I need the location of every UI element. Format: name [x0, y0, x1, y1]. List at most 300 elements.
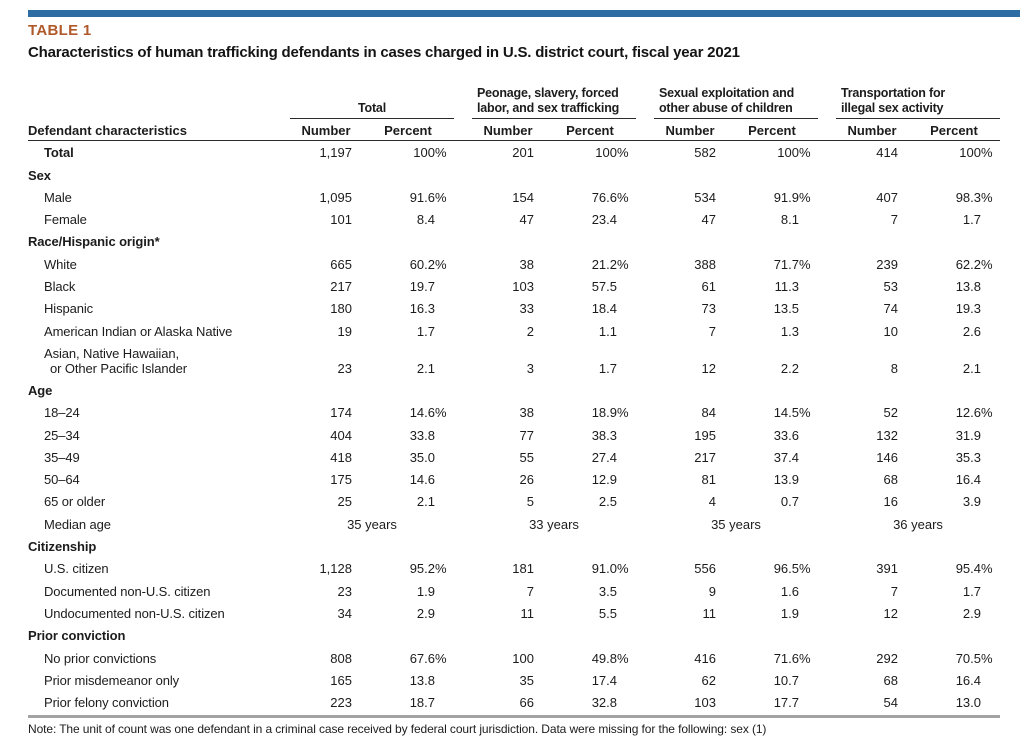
- percent-sign: [981, 301, 992, 316]
- row-label: 35–49: [44, 449, 80, 465]
- percent-value: 60.2: [409, 256, 435, 272]
- percent-value: 35.0: [409, 449, 435, 465]
- percent-value: 70.5: [955, 650, 981, 666]
- cell-number: 223: [330, 695, 352, 711]
- cell-number: 81: [701, 472, 716, 488]
- cell-percent: [908, 145, 1000, 160]
- percent-value: 91.6: [409, 189, 435, 205]
- cell-number: 239: [876, 256, 898, 272]
- table-row: [28, 342, 1000, 379]
- cell-percent: [362, 190, 454, 205]
- percent-sign: [617, 472, 628, 487]
- cell-percent: [908, 606, 1000, 621]
- column-gap: [636, 86, 654, 119]
- percent-value: 1.7: [598, 360, 617, 376]
- cell-number: 38: [519, 405, 534, 421]
- percent-sign: %: [435, 405, 447, 421]
- cell-number: 556: [694, 561, 716, 577]
- percent-sign: %: [617, 189, 629, 205]
- percent-sign: [617, 673, 628, 688]
- cell-percent: [908, 405, 1000, 420]
- cell-percent: [544, 673, 636, 688]
- cell-number: 26: [519, 472, 534, 488]
- cell-number: 154: [512, 189, 534, 205]
- percent-value: 13.0: [955, 695, 981, 711]
- percent-sign: [799, 324, 810, 339]
- section-row: [28, 535, 1000, 557]
- number-header: Number: [847, 123, 897, 138]
- percent-value: 37.4: [773, 449, 799, 465]
- table-row: [28, 490, 1000, 512]
- percent-value: 33.8: [409, 427, 435, 443]
- table-row: [28, 468, 1000, 490]
- percent-sign: %: [981, 256, 993, 272]
- percent-value: 100: [777, 145, 799, 161]
- percent-value: 1.3: [780, 323, 799, 339]
- percent-value: 1.6: [780, 583, 799, 599]
- cell-percent: [726, 673, 818, 688]
- percent-value: 14.5: [773, 405, 799, 421]
- col-group-peonage: [472, 86, 636, 119]
- cell-number: 582: [694, 145, 716, 161]
- cell-number: 9: [708, 583, 716, 599]
- percent-sign: [981, 673, 992, 688]
- row-label: 50–64: [44, 472, 80, 488]
- cell-number: 74: [883, 301, 898, 317]
- cell-number: 7: [890, 212, 898, 228]
- cell-percent: [726, 190, 818, 205]
- cell-number: 416: [694, 650, 716, 666]
- cell-percent: [544, 301, 636, 316]
- cell-number: 1,128: [319, 561, 352, 577]
- cell-number: 66: [519, 695, 534, 711]
- percent-value: 13.9: [773, 472, 799, 488]
- percent-sign: [799, 695, 810, 710]
- cell-percent: [726, 584, 818, 599]
- row-label: Citizenship: [28, 539, 97, 555]
- percent-value: 35.3: [955, 449, 981, 465]
- table-row: [28, 252, 1000, 274]
- cell-number: 217: [330, 279, 352, 295]
- percent-value: 10.7: [773, 672, 799, 688]
- percent-sign: [799, 279, 810, 294]
- cell-percent: [908, 212, 1000, 227]
- percent-value: 1.7: [962, 212, 981, 228]
- percent-sign: %: [981, 189, 993, 205]
- percent-sign: [799, 673, 810, 688]
- percent-sign: [617, 279, 628, 294]
- percent-sign: [435, 584, 446, 599]
- section-row: [28, 163, 1000, 185]
- percent-value: 14.6: [409, 405, 435, 421]
- percent-sign: [617, 584, 628, 599]
- percent-value: 13.8: [955, 279, 981, 295]
- cell-percent: [726, 428, 818, 443]
- percent-sign: [435, 279, 446, 294]
- cell-number: 38: [519, 256, 534, 272]
- percent-sign: %: [981, 561, 993, 577]
- row-label: 18–24: [44, 405, 80, 421]
- table-row: [28, 297, 1000, 319]
- row-label: 25–34: [44, 427, 80, 443]
- percent-value: 12.6: [955, 405, 981, 421]
- row-label: White: [44, 256, 77, 272]
- percent-sign: [981, 324, 992, 339]
- row-label: Asian, Native Hawaiian, or Other Pacific Islander: [44, 345, 187, 376]
- percent-value: 14.6: [409, 472, 435, 488]
- cell-percent: [726, 324, 818, 339]
- table-label: TABLE 1: [28, 22, 92, 39]
- col-group-transportation-line1: Transportation for: [841, 86, 946, 100]
- cell-percent: [908, 301, 1000, 316]
- cell-number: 146: [876, 449, 898, 465]
- cell-percent: [726, 361, 818, 376]
- cell-number: 52: [883, 405, 898, 421]
- cell-percent: [544, 561, 636, 576]
- percent-sign: [435, 606, 446, 621]
- percent-value: 76.6: [591, 189, 617, 205]
- col-group-transportation: [836, 86, 1000, 119]
- table-row: [28, 557, 1000, 579]
- cell-number: 55: [519, 449, 534, 465]
- cell-number: 414: [876, 145, 898, 161]
- percent-value: 95.2: [409, 561, 435, 577]
- cell-number: 103: [694, 695, 716, 711]
- page-title: Characteristics of human trafficking defendants in cases charged in U.S. district court, fiscal year 2021: [28, 44, 740, 61]
- percent-header: Percent: [566, 123, 614, 138]
- percent-sign: %: [435, 256, 447, 272]
- percent-value: 8.1: [780, 212, 799, 228]
- percent-sign: [617, 212, 628, 227]
- percent-value: 91.0: [591, 561, 617, 577]
- percent-value: 19.3: [955, 301, 981, 317]
- percent-value: 17.4: [591, 672, 617, 688]
- cell-percent: [544, 405, 636, 420]
- cell-number: 34: [337, 605, 352, 621]
- cell-number: 68: [883, 472, 898, 488]
- percent-value: 2.1: [962, 360, 981, 376]
- cell-number: 12: [701, 360, 716, 376]
- percent-sign: [617, 428, 628, 443]
- table-row: [28, 669, 1000, 691]
- section-row: [28, 230, 1000, 252]
- row-label: Documented non-U.S. citizen: [44, 583, 211, 599]
- percent-value: 2.1: [416, 360, 435, 376]
- cell-number: 77: [519, 427, 534, 443]
- percent-value: 17.7: [773, 695, 799, 711]
- cell-percent: [544, 361, 636, 376]
- col-group-sexual-exploitation-line2: other abuse of children: [659, 101, 793, 115]
- defendant-characteristics-header: Defendant characteristics: [28, 123, 187, 138]
- percent-value: 62.2: [955, 256, 981, 272]
- row-label: Black: [44, 279, 76, 295]
- cell-number: 404: [330, 427, 352, 443]
- cell-number: 54: [883, 695, 898, 711]
- row-label: Sex: [28, 167, 51, 183]
- cell-percent: [362, 606, 454, 621]
- percent-sign: [981, 450, 992, 465]
- cell-percent: [726, 257, 818, 272]
- cell-percent: [726, 279, 818, 294]
- row-label: Race/Hispanic origin*: [28, 234, 160, 250]
- percent-value: 2.5: [598, 494, 617, 510]
- row-label: No prior convictions: [44, 650, 157, 666]
- percent-sign: [435, 673, 446, 688]
- percent-sign: %: [617, 650, 629, 666]
- percent-sign: [981, 606, 992, 621]
- cell-percent: [362, 695, 454, 710]
- col-group-peonage-line1: Peonage, slavery, forced: [477, 86, 619, 100]
- percent-sign: %: [435, 650, 447, 666]
- cell-number: 1,197: [319, 145, 352, 161]
- cell-number: 61: [701, 279, 716, 295]
- cell-number: 8: [890, 360, 898, 376]
- percent-sign: [435, 695, 446, 710]
- cell-number: 103: [512, 279, 534, 295]
- table-note: Note: The unit of count was one defendant in a criminal case received by federal court jurisdiction. Data were missing for the following: sex (1): [28, 722, 767, 736]
- percent-sign: [981, 695, 992, 710]
- table-body: [28, 141, 1000, 713]
- cell-percent: [908, 428, 1000, 443]
- percent-header: Percent: [930, 123, 978, 138]
- cell-percent: [362, 450, 454, 465]
- cell-percent: [726, 651, 818, 666]
- percent-sign: %: [799, 561, 811, 577]
- percent-sign: [799, 606, 810, 621]
- percent-value: 27.4: [591, 449, 617, 465]
- percent-sign: [617, 494, 628, 509]
- percent-sign: [435, 324, 446, 339]
- cell-percent: [544, 324, 636, 339]
- percent-sign: [435, 301, 446, 316]
- cell-number: 101: [330, 212, 352, 228]
- cell-number: 2: [526, 323, 534, 339]
- cell-number: 12: [883, 605, 898, 621]
- table-row: [28, 579, 1000, 601]
- cell-percent: [544, 695, 636, 710]
- percent-value: 16.3: [409, 301, 435, 317]
- cell-percent: [362, 494, 454, 509]
- percent-sign: [981, 212, 992, 227]
- percent-header: Percent: [748, 123, 796, 138]
- percent-sign: [435, 472, 446, 487]
- cell-number: 181: [512, 561, 534, 577]
- percent-sign: %: [799, 405, 811, 421]
- percent-sign: %: [981, 650, 993, 666]
- percent-value: 1.7: [962, 583, 981, 599]
- table-row: [28, 186, 1000, 208]
- percent-value: 2.1: [416, 494, 435, 510]
- column-gap: [818, 86, 836, 119]
- percent-value: 91.9: [773, 189, 799, 205]
- percent-sign: [799, 212, 810, 227]
- table-row: [28, 423, 1000, 445]
- table-row: [28, 275, 1000, 297]
- percent-value: 100: [959, 145, 981, 161]
- percent-value: 13.5: [773, 301, 799, 317]
- percent-sign: [617, 324, 628, 339]
- table-row: [28, 208, 1000, 230]
- cell-percent: [544, 190, 636, 205]
- cell-number: 4: [708, 494, 716, 510]
- cell-number: 165: [330, 672, 352, 688]
- row-label: Age: [28, 382, 53, 398]
- cell-percent: [544, 606, 636, 621]
- percent-sign: [981, 428, 992, 443]
- cell-number: 174: [330, 405, 352, 421]
- cell-number: 47: [519, 212, 534, 228]
- cell-percent: [362, 561, 454, 576]
- cell-number: 7: [708, 323, 716, 339]
- cell-number: 7: [890, 583, 898, 599]
- cell-percent: [544, 472, 636, 487]
- cell-number: 391: [876, 561, 898, 577]
- cell-number: 217: [694, 449, 716, 465]
- table-row: [28, 446, 1000, 468]
- cell-percent: [544, 279, 636, 294]
- percent-sign: [981, 361, 992, 376]
- percent-value: 71.6: [773, 650, 799, 666]
- percent-value: 32.8: [591, 695, 617, 711]
- row-label: Prior felony conviction: [44, 695, 169, 711]
- percent-value: 31.9: [955, 427, 981, 443]
- percent-value: 57.5: [591, 279, 617, 295]
- percent-value: 13.8: [409, 672, 435, 688]
- cell-percent: [544, 494, 636, 509]
- percent-sign: [435, 361, 446, 376]
- table-row: [28, 319, 1000, 341]
- cell-number: 292: [876, 650, 898, 666]
- cell-percent: [544, 257, 636, 272]
- cell-percent: [726, 472, 818, 487]
- row-label: U.S. citizen: [44, 561, 109, 577]
- percent-value: 3.5: [598, 583, 617, 599]
- cell-number: 23: [337, 360, 352, 376]
- col-group-peonage-line2: labor, and sex trafficking: [477, 101, 620, 115]
- row-label: Hispanic: [44, 301, 94, 317]
- table-row: [28, 141, 1000, 163]
- cell-percent: [908, 561, 1000, 576]
- cell-percent: [544, 212, 636, 227]
- cell-percent: [908, 584, 1000, 599]
- cell-number: 10: [883, 323, 898, 339]
- percent-value: 67.6: [409, 650, 435, 666]
- cell-number: 180: [330, 301, 352, 317]
- percent-value: 18.7: [409, 695, 435, 711]
- section-row: [28, 624, 1000, 646]
- cell-percent: [908, 361, 1000, 376]
- cell-number: 201: [512, 145, 534, 161]
- column-subheader-row: [28, 119, 1000, 141]
- cell-number: 665: [330, 256, 352, 272]
- cell-percent: [908, 472, 1000, 487]
- cell-percent: [908, 494, 1000, 509]
- cell-percent: [726, 450, 818, 465]
- table-row: [28, 691, 1000, 713]
- median-age-value: 35 years: [347, 516, 397, 532]
- cell-number: 53: [883, 279, 898, 295]
- percent-value: 16.4: [955, 472, 981, 488]
- cell-number: 808: [330, 650, 352, 666]
- cell-percent: [726, 145, 818, 160]
- percent-value: 1.1: [598, 323, 617, 339]
- number-header: Number: [301, 123, 351, 138]
- cell-percent: [362, 361, 454, 376]
- percent-sign: [799, 450, 810, 465]
- cell-number: 100: [512, 650, 534, 666]
- row-label: 65 or older: [44, 494, 106, 510]
- cell-percent: [908, 279, 1000, 294]
- cell-number: 25: [337, 494, 352, 510]
- row-label: Undocumented non-U.S. citizen: [44, 605, 225, 621]
- cell-percent: [362, 145, 454, 160]
- percent-sign: [981, 494, 992, 509]
- cell-percent: [908, 673, 1000, 688]
- percent-sign: %: [981, 145, 993, 161]
- percent-sign: [435, 428, 446, 443]
- percent-value: 18.9: [591, 405, 617, 421]
- percent-sign: %: [617, 145, 629, 161]
- percent-value: 23.4: [591, 212, 617, 228]
- percent-value: 1.9: [780, 605, 799, 621]
- cell-percent: [908, 190, 1000, 205]
- percent-value: 19.7: [409, 279, 435, 295]
- percent-value: 100: [595, 145, 617, 161]
- percent-value: 8.4: [416, 212, 435, 228]
- col-group-total: [290, 86, 454, 119]
- percent-sign: %: [799, 189, 811, 205]
- label-column-spacer: [28, 86, 290, 119]
- percent-value: 21.2: [591, 256, 617, 272]
- percent-value: 71.7: [773, 256, 799, 272]
- row-label: American Indian or Alaska Native: [44, 323, 233, 339]
- cell-percent: [726, 212, 818, 227]
- percent-value: 18.4: [591, 301, 617, 317]
- table-row: [28, 512, 1000, 534]
- percent-value: 16.4: [955, 672, 981, 688]
- percent-value: 49.8: [591, 650, 617, 666]
- percent-sign: %: [799, 145, 811, 161]
- cell-number: 534: [694, 189, 716, 205]
- percent-sign: [617, 301, 628, 316]
- cell-number: 16: [883, 494, 898, 510]
- percent-header: Percent: [384, 123, 432, 138]
- cell-number: 47: [701, 212, 716, 228]
- percent-value: 2.9: [416, 605, 435, 621]
- cell-percent: [726, 695, 818, 710]
- percent-value: 95.4: [955, 561, 981, 577]
- row-label: Prior misdemeanor only: [44, 672, 180, 688]
- percent-sign: [799, 494, 810, 509]
- percent-sign: [435, 494, 446, 509]
- percent-sign: %: [435, 189, 447, 205]
- table-row: [28, 401, 1000, 423]
- percent-sign: [617, 450, 628, 465]
- percent-value: 98.3: [955, 189, 981, 205]
- percent-value: 3.9: [962, 494, 981, 510]
- percent-value: 100: [413, 145, 435, 161]
- cell-percent: [362, 673, 454, 688]
- cell-number: 11: [520, 605, 534, 621]
- percent-sign: [435, 450, 446, 465]
- col-group-total-label: Total: [358, 101, 386, 115]
- row-label: Prior conviction: [28, 628, 126, 644]
- percent-sign: %: [435, 561, 447, 577]
- percent-value: 1.7: [416, 323, 435, 339]
- percent-sign: [799, 472, 810, 487]
- cell-number: 11: [702, 605, 716, 621]
- cell-number: 33: [519, 301, 534, 317]
